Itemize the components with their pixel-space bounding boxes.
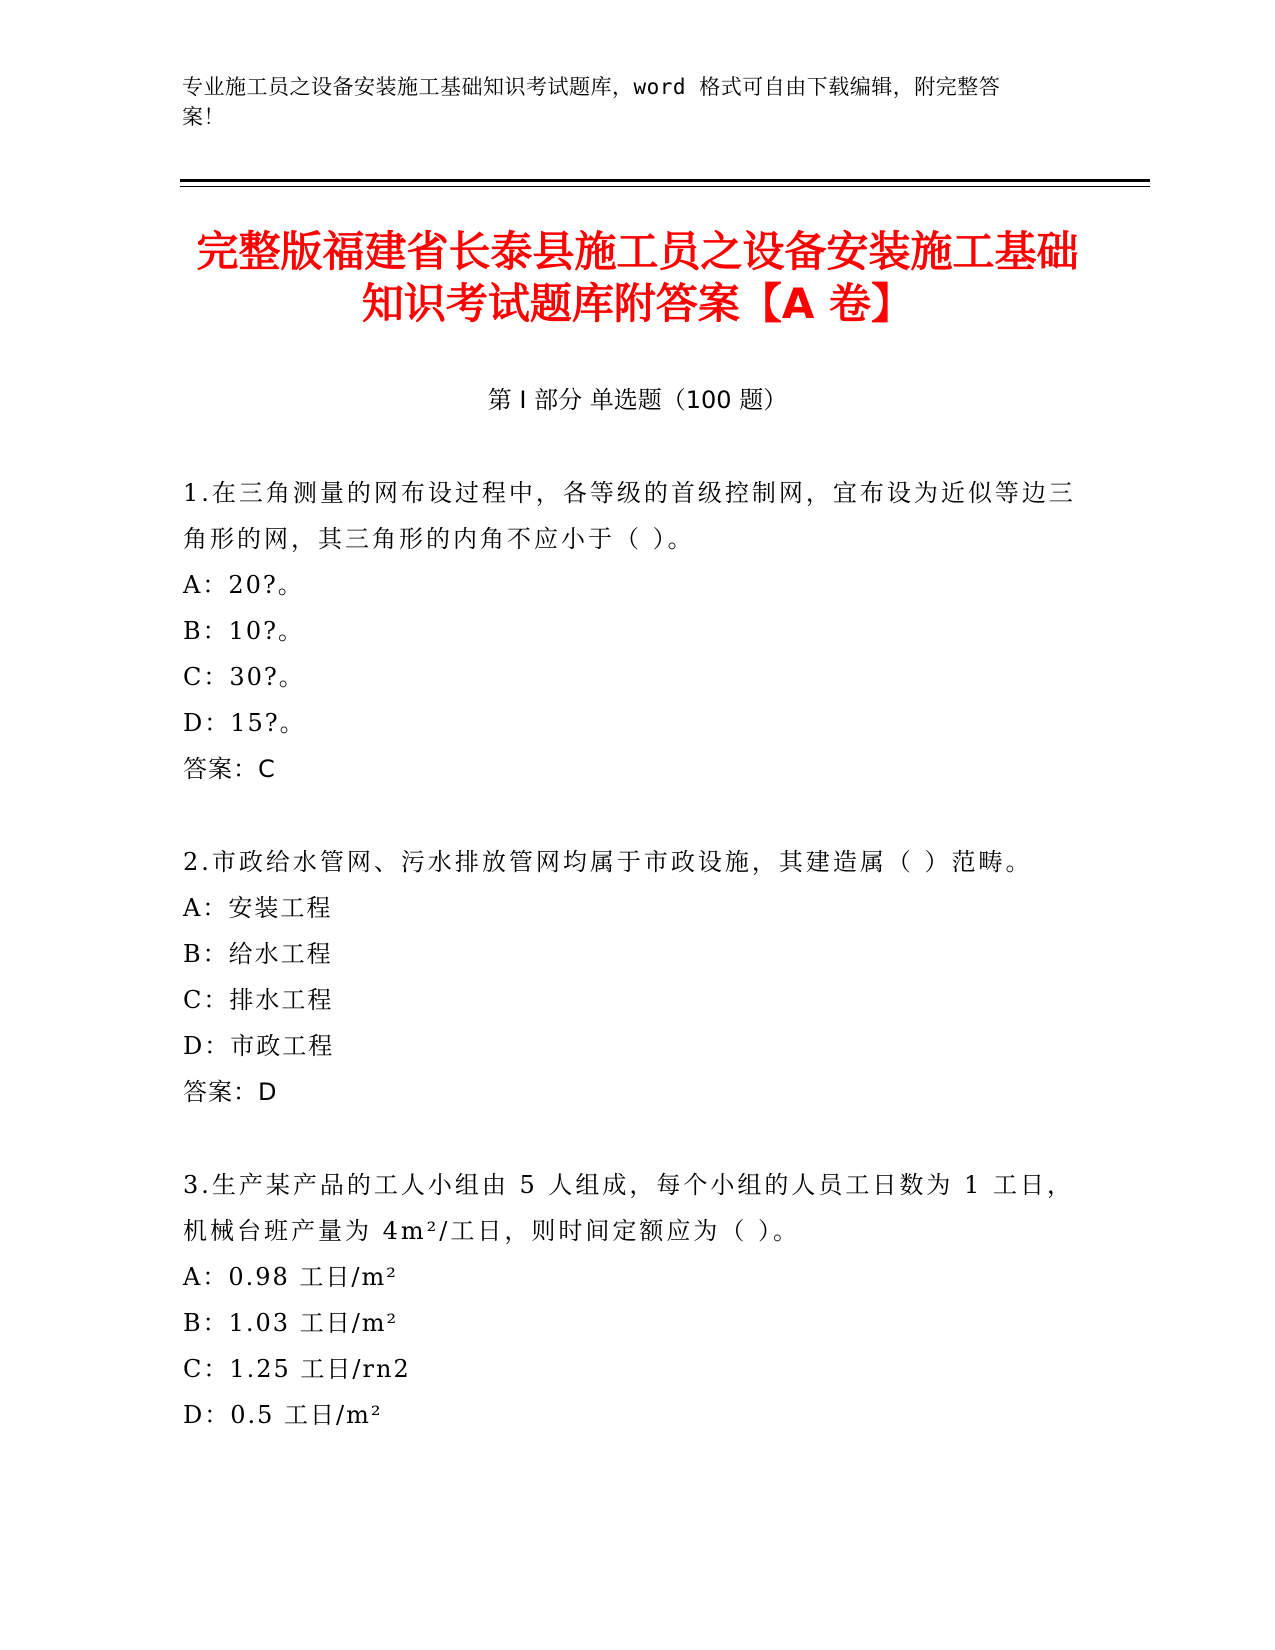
option-a: A：20?。 [183,571,304,599]
question-stem: 1.在三角测量的网布设过程中，各等级的首级控制网，宜布设为近似等边三角形的网，其三角形的内角不应小于（ ）。 [183,479,1076,553]
answer: 答案：C [183,755,276,783]
header-text: 专业施工员之设备安装施工基础知识考试题库，word 格式可自由下载编辑，附完整答案！ [182,75,1001,129]
option-d: D：0.5 工日/m² [183,1401,383,1429]
document-title: 完整版福建省长泰县施工员之设备安装施工基础知识考试题库附答案【A 卷】 [196,227,1079,328]
option-d: D：市政工程 [183,1032,335,1060]
option-b: B：给水工程 [183,940,333,968]
header-rule-thick [180,179,1150,182]
option-d: D：15?。 [183,709,306,737]
option-c: C：1.25 工日/rn2 [183,1355,411,1383]
question-stem: 2.市政给水管网、污水排放管网均属于市政设施，其建造属（ ）范畴。 [183,848,1033,876]
option-c: C：排水工程 [183,986,334,1014]
option-b: B：1.03 工日/m² [183,1309,399,1337]
question-stem: 3.生产某产品的工人小组由 5 人组成，每个小组的人员工日数为 1 工日，机械台班产量为 4m²/工日，则时间定额应为（ ）。 [183,1171,1074,1245]
header-rule-thin [180,186,1150,187]
option-a: A：安装工程 [183,894,333,922]
question-1 [183,470,1083,792]
section-heading: 第 I 部分 单选题（100 题） [487,386,788,414]
answer: 答案：D [183,1078,278,1106]
question-3 [183,1162,1083,1438]
option-c: C：30?。 [183,663,305,691]
question-2 [183,839,1083,1115]
document-header [182,72,1042,132]
option-b: B：10?。 [183,617,305,645]
option-a: A：0.98 工日/m² [183,1263,398,1291]
question-list [183,470,1083,1438]
